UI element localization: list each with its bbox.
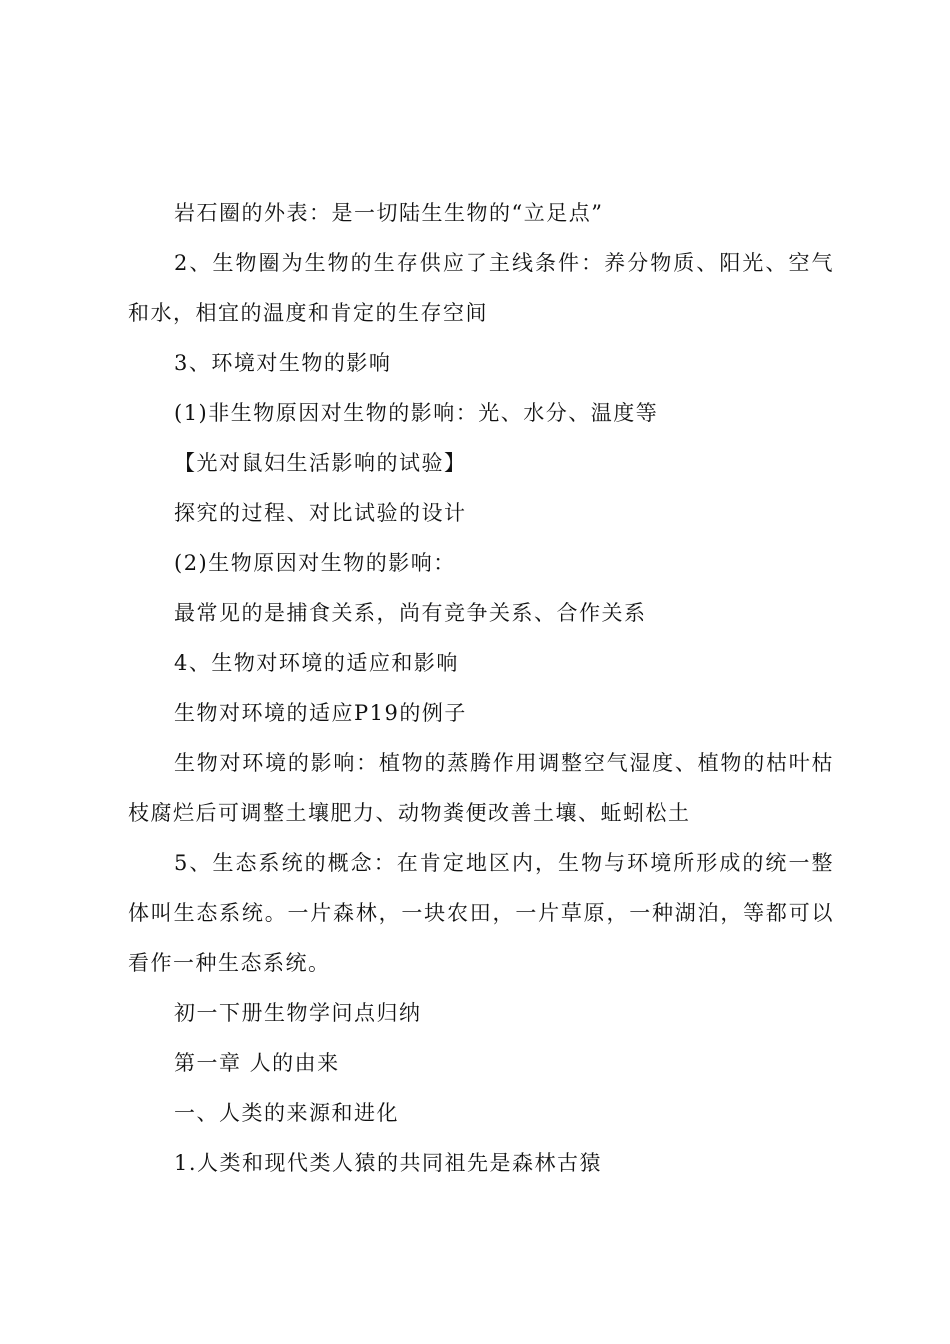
paragraph-biosphere-conditions: 2、生物圈为生物的生存供应了主线条件：养分物质、阳光、空气和水，相宜的温度和肯定的生存空间 xyxy=(128,251,834,325)
paragraph-section-title: 初一下册生物学问点归纳 xyxy=(174,1001,422,1025)
paragraph-adaptation-example: 生物对环境的适应P19的例子 xyxy=(174,701,467,725)
paragraph-adaptation-heading: 4、生物对环境的适应和影响 xyxy=(174,651,459,675)
paragraph-ecosystem-concept: 5、生态系统的概念：在肯定地区内，生物与环境所形成的统一整体叫生态系统。一片森林，一块农田，一片草原，一种湖泊，等都可以看作一种生态系统。 xyxy=(128,851,834,975)
paragraph-organism-influence: 生物对环境的影响：植物的蒸腾作用调整空气湿度、植物的枯叶枯枝腐烂后可调整土壤肥力、动物粪便改善土壤、蚯蚓松土 xyxy=(128,751,834,825)
paragraph-woodlouse-experiment: 【光对鼠妇生活影响的试验】 xyxy=(174,451,467,475)
document-body xyxy=(128,188,834,1188)
paragraph-chapter-title: 第一章 人的由来 xyxy=(174,1051,340,1075)
paragraph-common-ancestor: 1.人类和现代类人猿的共同祖先是森林古猿 xyxy=(174,1151,603,1175)
paragraph-lithosphere: 岩石圈的外表：是一切陆生生物的“立足点” xyxy=(174,201,604,225)
paragraph-environment-effect-heading: 3、环境对生物的影响 xyxy=(174,351,392,375)
paragraph-relationships: 最常见的是捕食关系，尚有竞争关系、合作关系 xyxy=(174,601,647,625)
paragraph-subsection-title: 一、人类的来源和进化 xyxy=(174,1101,399,1125)
paragraph-biotic-factors: (2)生物原因对生物的影响： xyxy=(174,551,456,575)
paragraph-experiment-design: 探究的过程、对比试验的设计 xyxy=(174,501,467,525)
paragraph-abiotic-factors: (1)非生物原因对生物的影响：光、水分、温度等 xyxy=(174,401,659,425)
